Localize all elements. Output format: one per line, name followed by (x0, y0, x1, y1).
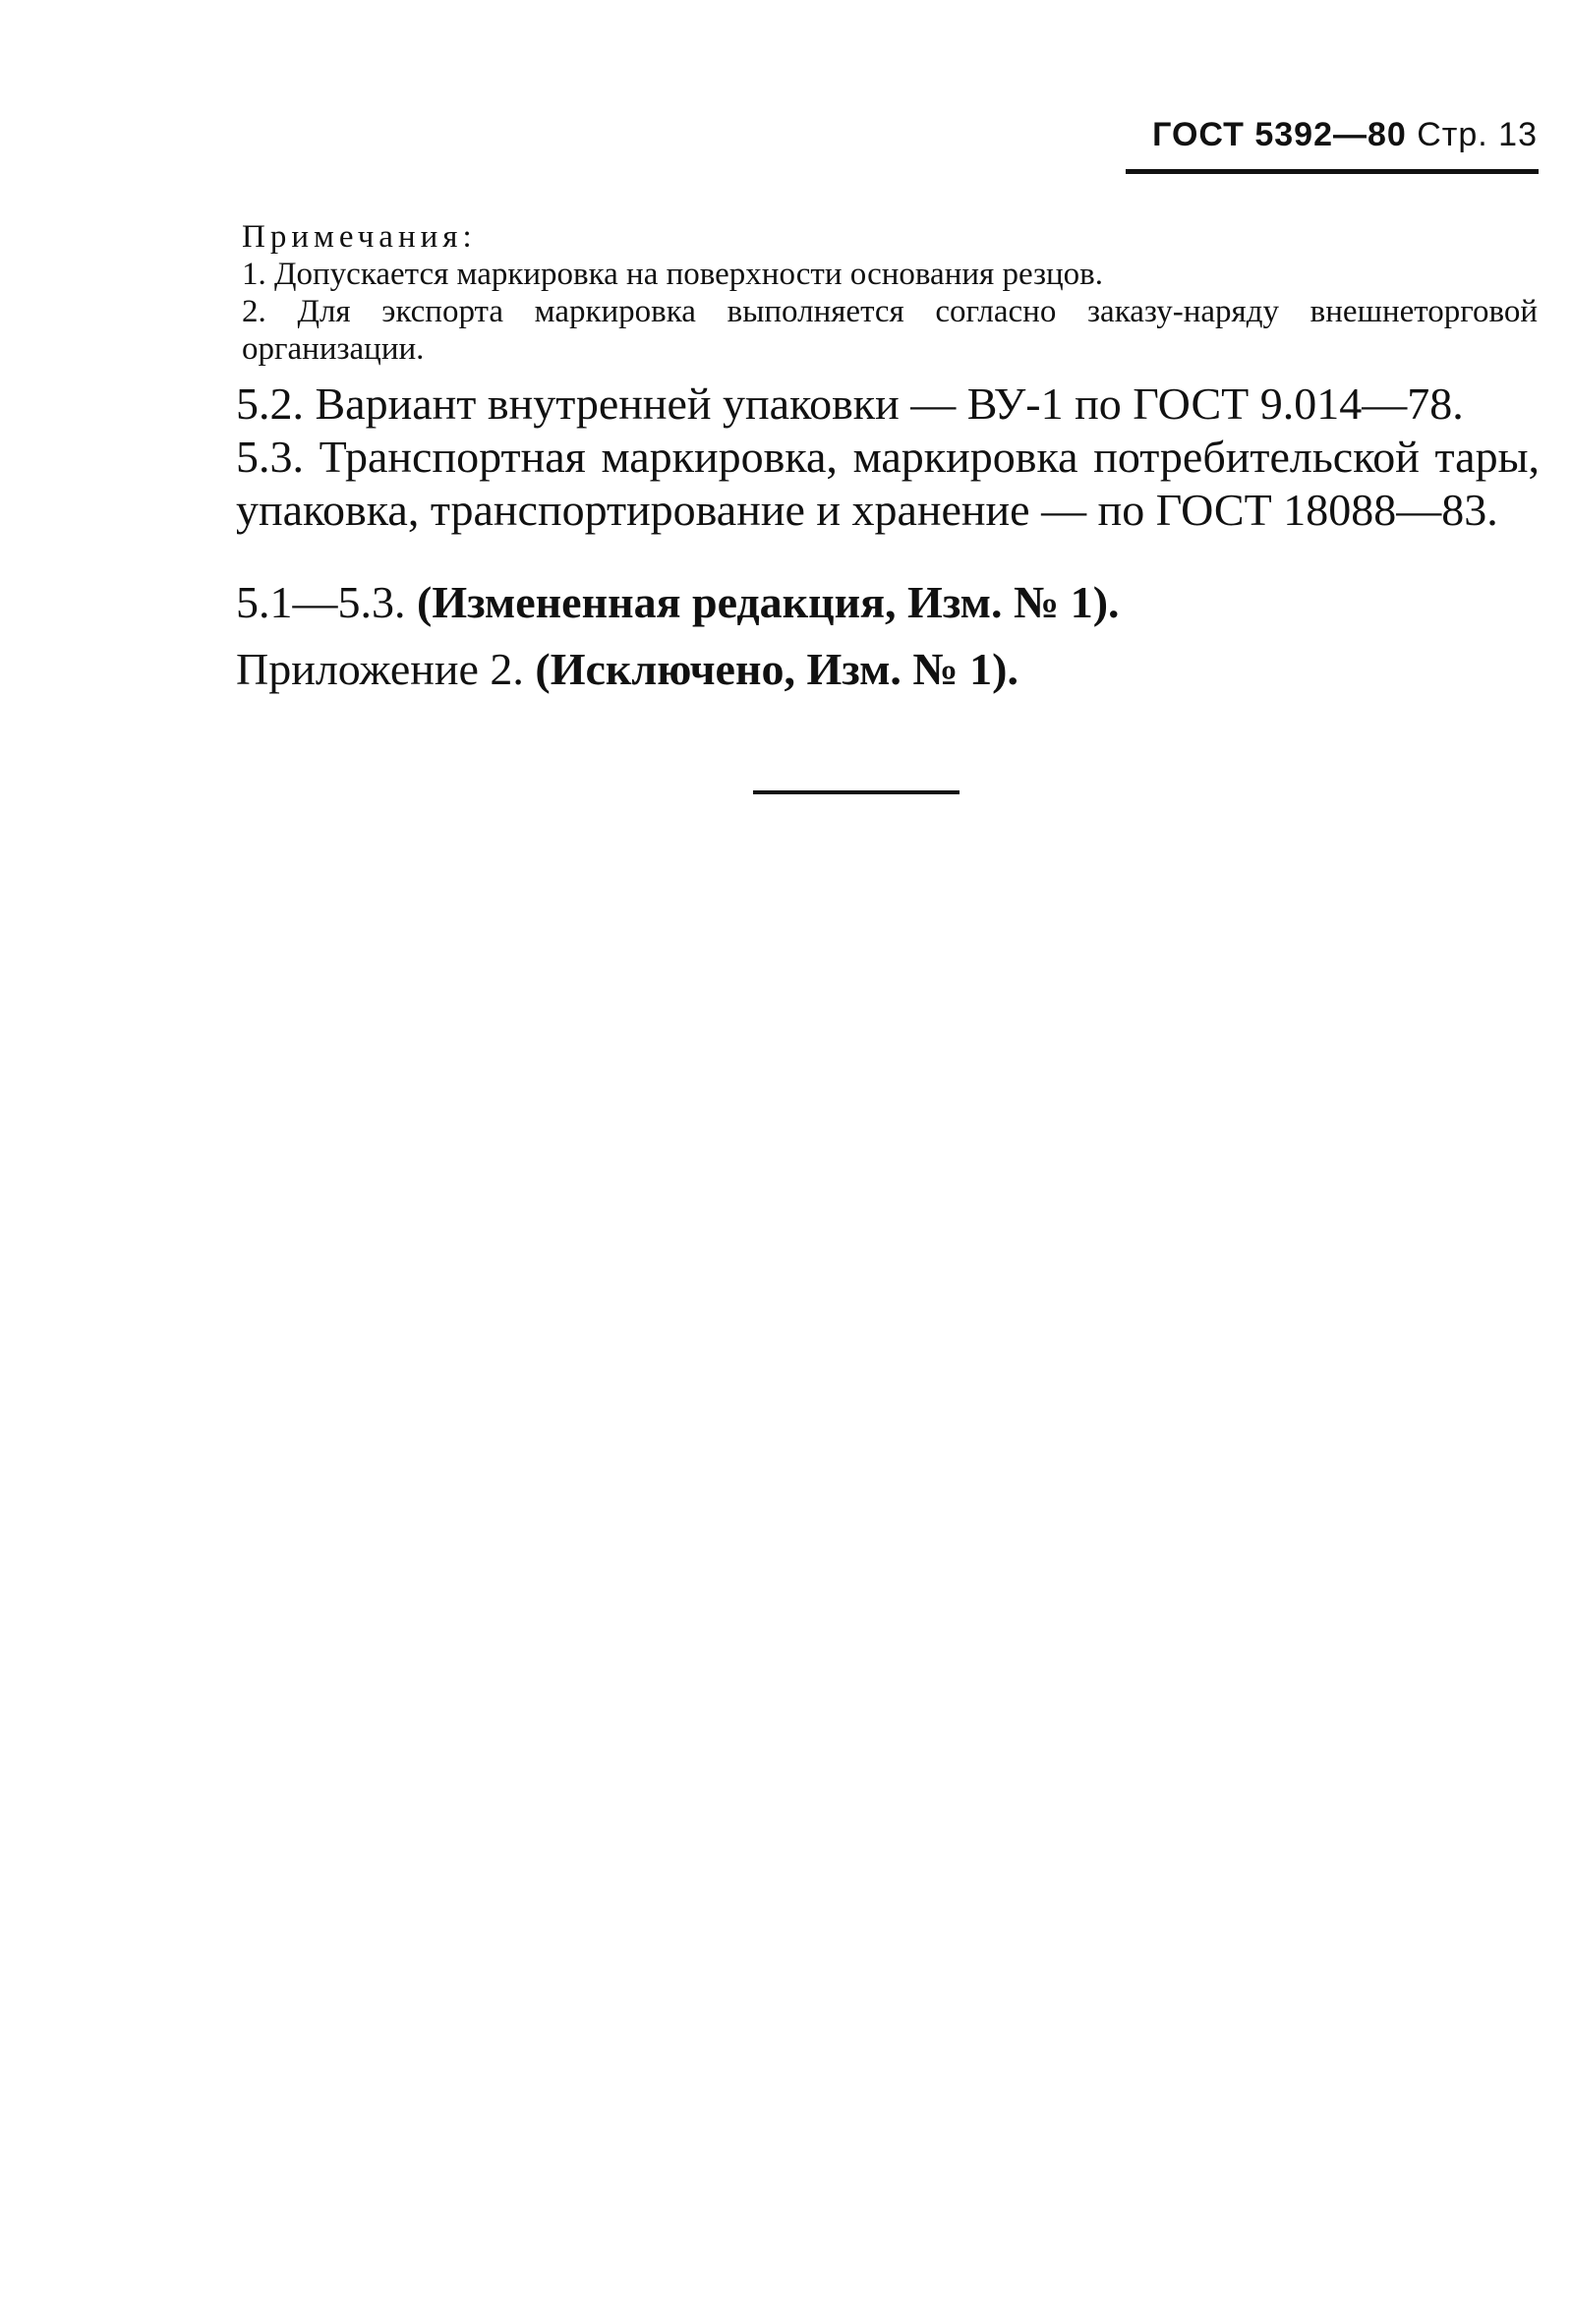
paragraph-5-3 (201, 431, 1540, 537)
paragraph-5-2: 5.2. Вариант внутренней упаковки — ВУ-1 по ГОСТ 9.014—78. (236, 378, 1464, 429)
paragraph-5-1-5-3-lead: 5.1—5.3. (236, 577, 406, 627)
end-rule (753, 790, 960, 794)
header-rule (1126, 169, 1539, 174)
notes-title: Примечания: (242, 219, 477, 255)
appendix-2-paragraph (201, 643, 1540, 696)
notes-block (201, 218, 1538, 368)
appendix-2-note: (Исключено, Изм. № 1). (535, 644, 1018, 694)
page-number: Стр. 13 (1417, 116, 1538, 153)
paragraph-5-1-5-3 (201, 576, 1540, 629)
standard-number: ГОСТ 5392—80 (1152, 116, 1407, 153)
note-item-2: 2. Для экспорта маркировка выполняется согласно заказу-наряду внешнеторговой организации. (242, 294, 1538, 367)
paragraph-5-3-text: 5.3. Транспортная маркировка, маркировка потребительской тары, упаковка, транспортирование и хранение — по ГОСТ 18088—83. (236, 432, 1540, 535)
page-header (1152, 116, 1538, 154)
paragraph-5-1-5-3-note: (Измененная редакция, Изм. № 1). (417, 577, 1120, 627)
appendix-2-lead: Приложение 2. (236, 644, 524, 694)
note-item-1: 1. Допускается маркировка на поверхности основания резцов. (242, 257, 1104, 292)
